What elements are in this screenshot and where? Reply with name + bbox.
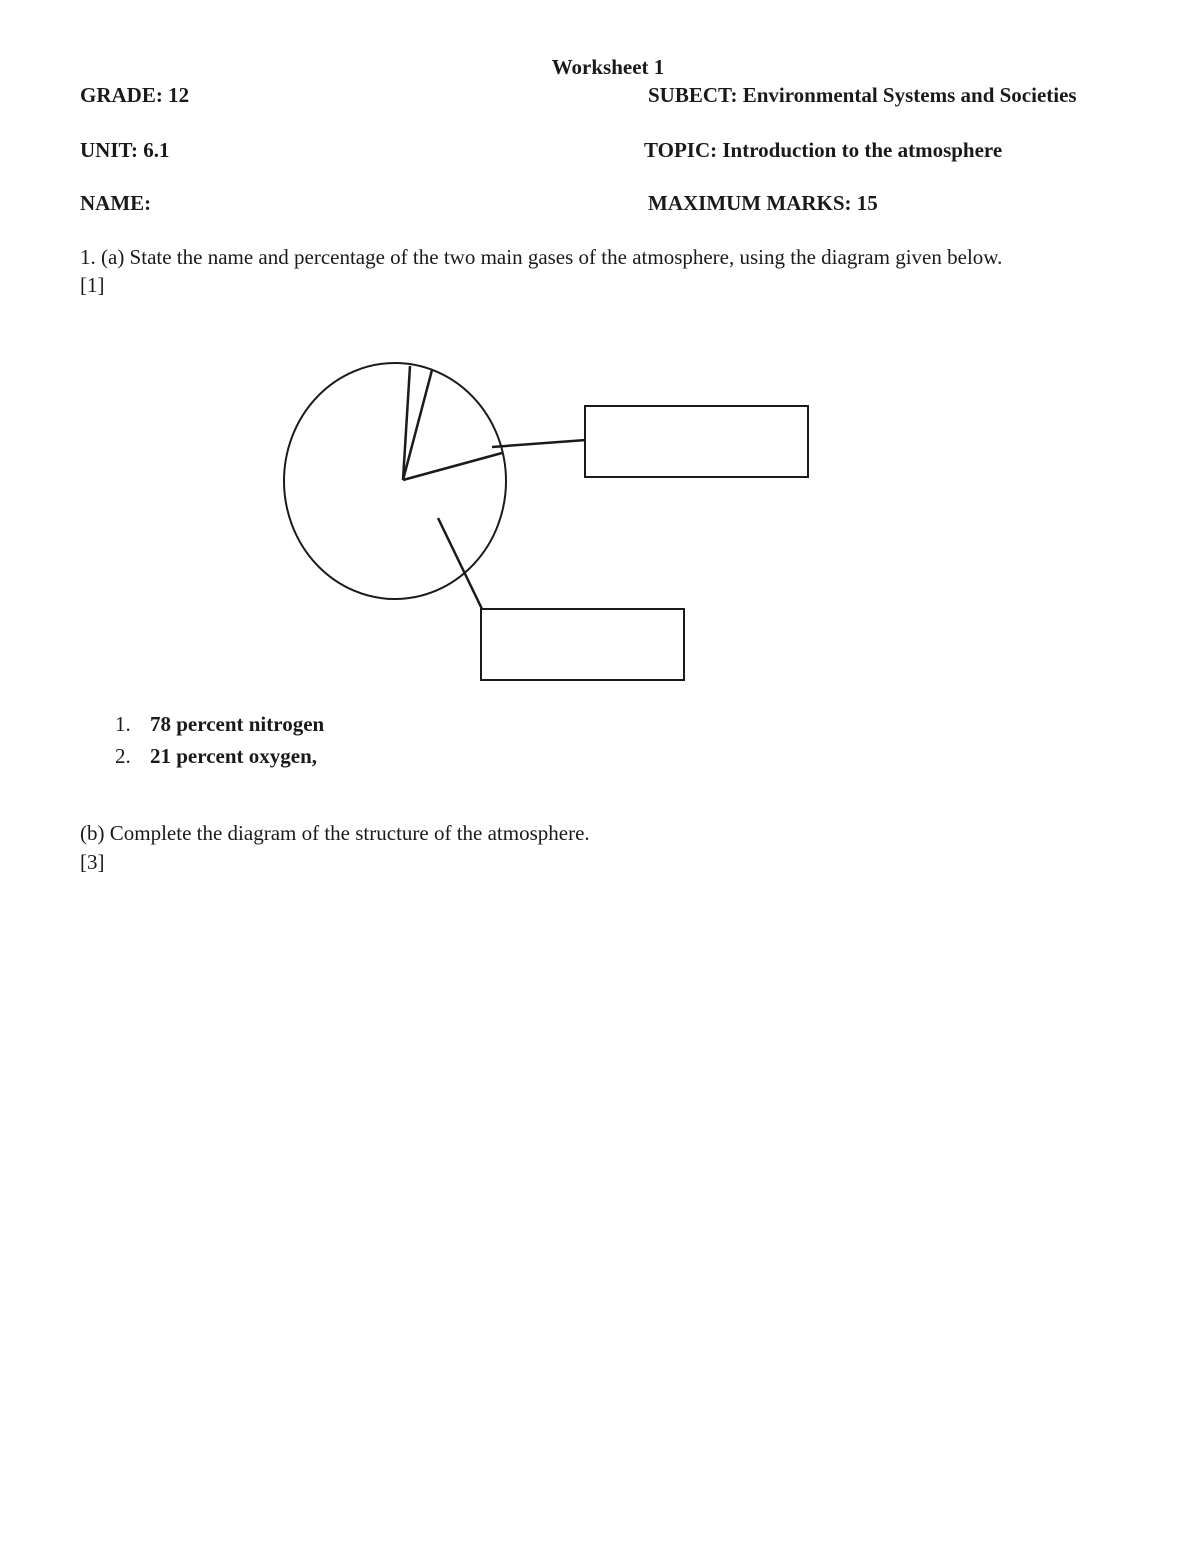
- label-box-upper: [585, 406, 808, 477]
- grade-label: GRADE: 12: [80, 83, 190, 107]
- pie-circle: [284, 363, 506, 599]
- answer-2-text: 21 percent oxygen,: [150, 744, 318, 768]
- worksheet-title: Worksheet 1: [551, 55, 665, 79]
- question-1b-marks: [3]: [80, 850, 105, 874]
- question-1a-text: 1. (a) State the name and percentage of the two main gases of the atmosphere, using the diagram given below.: [80, 245, 1003, 269]
- answer-2-number: 2.: [115, 744, 131, 768]
- name-label: NAME:: [80, 191, 152, 215]
- question-1a-marks: [1]: [80, 273, 105, 297]
- label-box-lower: [481, 609, 684, 680]
- question-1b-text: (b) Complete the diagram of the structure of the atmosphere.: [80, 821, 590, 845]
- topic-label: TOPIC: Introduction to the atmosphere: [644, 138, 1003, 162]
- connector-line: [492, 440, 586, 447]
- answer-1-text: 78 percent nitrogen: [150, 712, 325, 736]
- atmosphere-pie-diagram: [270, 350, 830, 690]
- answer-1-number: 1.: [115, 712, 131, 736]
- subject-label: SUBECT: Environmental Systems and Societies: [648, 83, 1077, 107]
- unit-label: UNIT: 6.1: [80, 138, 170, 162]
- max-marks-label: MAXIMUM MARKS: 15: [648, 191, 878, 215]
- pie-wedge-line: [403, 453, 502, 480]
